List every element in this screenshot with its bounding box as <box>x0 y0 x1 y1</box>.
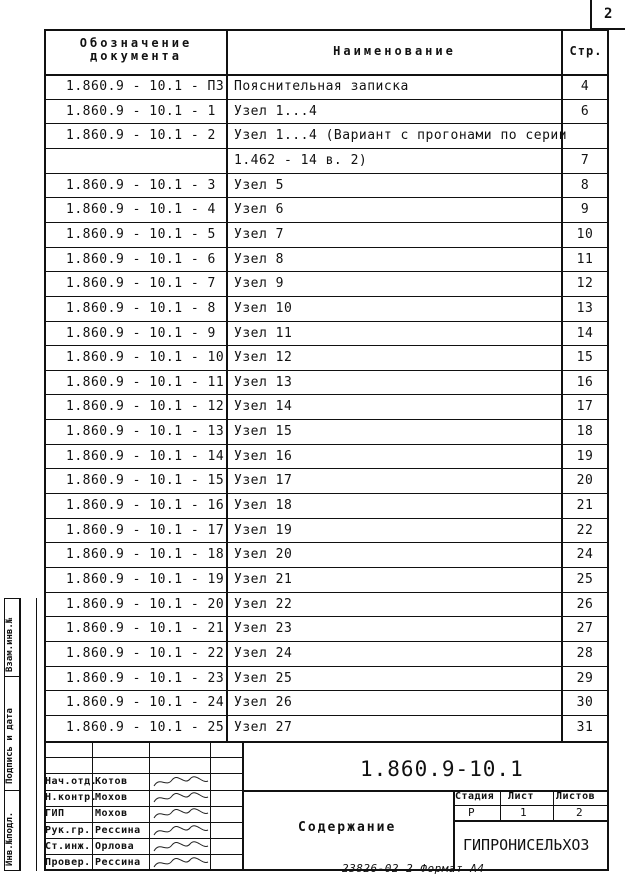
row-page: 19 <box>576 448 594 464</box>
row-code: 1.860.9 - 10.1 - 15 <box>66 473 225 489</box>
row-code: 1.860.9 - 10.1 - 1 <box>66 103 216 119</box>
row-code: 1.860.9 - 10.1 - 11 <box>66 374 225 390</box>
row-page: 13 <box>576 300 594 316</box>
table-row <box>44 370 609 395</box>
table-row <box>44 715 609 740</box>
signature-name: Рессина <box>95 857 141 868</box>
row-page: 12 <box>576 276 594 292</box>
row-page: 14 <box>576 325 594 341</box>
row-name: Узел 24 <box>234 645 293 661</box>
table-row <box>44 321 609 346</box>
sheet-number: 2 <box>604 6 613 22</box>
table-row <box>44 690 609 715</box>
handwritten-signature <box>150 839 212 855</box>
row-name: Узел 10 <box>234 300 293 316</box>
row-page: 18 <box>576 424 594 440</box>
row-page: 10 <box>576 226 594 242</box>
row-name: Узел 8 <box>234 251 284 267</box>
row-code: 1.860.9 - 10.1 - 10 <box>66 350 225 366</box>
signature-role: ГИП <box>45 808 65 820</box>
sheet-number-box <box>590 0 625 30</box>
header-name: Наименование <box>333 44 456 58</box>
header-page: Стр. <box>569 44 603 58</box>
row-name: Узел 6 <box>234 202 284 218</box>
row-code: 1.860.9 - 10.1 - 19 <box>66 572 225 587</box>
row-name: Узел 22 <box>234 596 293 612</box>
row-name: Узел 19 <box>234 522 293 538</box>
row-name: Узел 15 <box>234 424 293 440</box>
side-label-inv: Инв.№подл. <box>5 811 15 866</box>
table-row <box>44 99 609 124</box>
row-name: Узел 23 <box>234 621 293 637</box>
row-name: Узел 5 <box>234 177 284 193</box>
footer-text: 23826-02 2 Формат А4 <box>342 862 485 875</box>
handwritten-signature <box>150 855 212 871</box>
table-row <box>44 247 609 272</box>
row-name: Узел 13 <box>234 374 293 390</box>
row-page: 25 <box>576 572 594 587</box>
side-label-signature: Подпись и дата <box>5 708 15 784</box>
row-name: Узел 11 <box>234 325 293 341</box>
row-page: 17 <box>576 399 594 415</box>
row-page: 29 <box>576 670 594 686</box>
table-row <box>44 345 609 370</box>
signature-role: Н.контр. <box>45 792 98 804</box>
table-row <box>44 197 609 222</box>
row-name: Узел 18 <box>234 498 293 514</box>
row-code: 1.860.9 - 10.1 - 22 <box>66 645 225 661</box>
row-code: 1.860.9 - 10.1 - 5 <box>66 226 216 242</box>
signature-name: Мохов <box>95 792 128 804</box>
handwritten-signature <box>150 806 212 822</box>
table-row <box>44 666 609 691</box>
organization: ГИПРОНИСЕЛЬХОЗ <box>463 836 590 854</box>
row-page: 8 <box>580 177 590 193</box>
handwritten-signature <box>150 823 212 839</box>
row-code: 1.860.9 - 10.1 - 13 <box>66 424 225 440</box>
table-row <box>44 271 609 296</box>
sheet-value: 1 <box>520 806 528 819</box>
table-row <box>44 394 609 419</box>
row-code: 1.860.9 - 10.1 - 2 <box>66 128 216 144</box>
row-name: Узел 12 <box>234 350 293 366</box>
row-name: Узел 7 <box>234 226 284 242</box>
row-name: Узел 14 <box>234 399 293 415</box>
row-name: Узел 1...4 <box>234 103 318 119</box>
handwritten-signature <box>150 774 212 790</box>
table-row <box>44 123 609 148</box>
table-row <box>44 296 609 321</box>
row-code: 1.860.9 - 10.1 - 23 <box>66 670 225 686</box>
row-name: 1.462 - 14 в. 2) <box>234 152 368 168</box>
row-code: 1.860.9 - 10.1 - 20 <box>66 596 225 612</box>
table-row <box>44 592 609 617</box>
signature-role: Ст.инж. <box>45 840 91 852</box>
row-page: 30 <box>576 695 594 711</box>
row-code: 1.860.9 - 10.1 - 18 <box>66 547 225 563</box>
table-row <box>44 173 609 198</box>
table-row <box>44 419 609 444</box>
row-name: Узел 17 <box>234 473 293 489</box>
doc-title: Содержание <box>298 820 397 835</box>
table-row <box>44 493 609 518</box>
signature-name: Рессина <box>95 824 141 836</box>
row-code: 1.860.9 - 10.1 - 3 <box>66 177 216 193</box>
table-row <box>44 468 609 493</box>
row-name: Узел 9 <box>234 276 284 292</box>
signature-name: Мохов <box>95 808 128 820</box>
row-page: 11 <box>576 251 594 267</box>
row-page: 31 <box>576 719 594 735</box>
row-code: 1.860.9 - 10.1 - 6 <box>66 251 216 267</box>
row-code: 1.860.9 - 10.1 - 9 <box>66 325 216 341</box>
row-name: Узел 21 <box>234 572 293 587</box>
row-code: 1.860.9 - 10.1 - ПЗ <box>66 79 225 94</box>
row-page: 15 <box>576 350 594 366</box>
signature-role: Провер. <box>45 857 91 868</box>
row-name: Узел 1...4 (Вариант с прогонами по серии <box>234 128 568 144</box>
row-name: Узел 25 <box>234 670 293 686</box>
row-code: 1.860.9 - 10.1 - 14 <box>66 448 225 464</box>
row-code: 1.860.9 - 10.1 - 4 <box>66 202 216 218</box>
row-name: Пояснительная записка <box>234 79 409 94</box>
row-page: 20 <box>576 473 594 489</box>
row-name: Узел 26 <box>234 695 293 711</box>
row-page: 28 <box>576 645 594 661</box>
row-code: 1.860.9 - 10.1 - 8 <box>66 300 216 316</box>
row-page: 22 <box>576 522 594 538</box>
signature-role: Нач.отд. <box>45 776 98 787</box>
row-code: 1.860.9 - 10.1 - 17 <box>66 522 225 538</box>
table-row <box>44 641 609 666</box>
row-code: 1.860.9 - 10.1 - 25 <box>66 719 225 735</box>
table-row <box>44 74 609 99</box>
sheet-label: Лист <box>508 791 535 802</box>
row-page: 16 <box>576 374 594 390</box>
row-name: Узел 20 <box>234 547 293 563</box>
table-row <box>44 567 609 592</box>
doc-code: 1.860.9-10.1 <box>360 757 524 781</box>
table-row <box>44 148 609 173</box>
table-row <box>44 542 609 567</box>
table-row <box>44 518 609 543</box>
row-page: 6 <box>580 103 590 119</box>
signature-name: Орлова <box>95 840 135 852</box>
table-row <box>44 222 609 247</box>
row-code: 1.860.9 - 10.1 - 12 <box>66 399 225 415</box>
row-page: 24 <box>576 547 594 563</box>
sheets-value: 2 <box>576 806 584 819</box>
sheets-label: Листов <box>556 791 596 802</box>
stage-label: Стадия <box>455 791 495 802</box>
header-designation: Обозначение документа <box>79 36 193 63</box>
row-name: Узел 27 <box>234 719 293 735</box>
row-code: 1.860.9 - 10.1 - 21 <box>66 621 225 637</box>
stage-value: Р <box>468 806 476 819</box>
row-page: 4 <box>580 79 590 94</box>
handwritten-signature <box>150 790 212 806</box>
row-page: 9 <box>580 202 590 218</box>
table-row <box>44 616 609 641</box>
row-page: 26 <box>576 596 594 612</box>
signature-name: Котов <box>95 776 128 787</box>
table-row <box>44 444 609 469</box>
row-code: 1.860.9 - 10.1 - 16 <box>66 498 225 514</box>
row-page: 7 <box>580 152 590 168</box>
row-page: 27 <box>576 621 594 637</box>
row-code: 1.860.9 - 10.1 - 7 <box>66 276 216 292</box>
signature-role: Рук.гр. <box>45 824 91 836</box>
row-code: 1.860.9 - 10.1 - 24 <box>66 695 225 711</box>
side-label-replace: Взам.инв.№ <box>5 617 15 672</box>
row-name: Узел 16 <box>234 448 293 464</box>
row-page: 21 <box>576 498 594 514</box>
